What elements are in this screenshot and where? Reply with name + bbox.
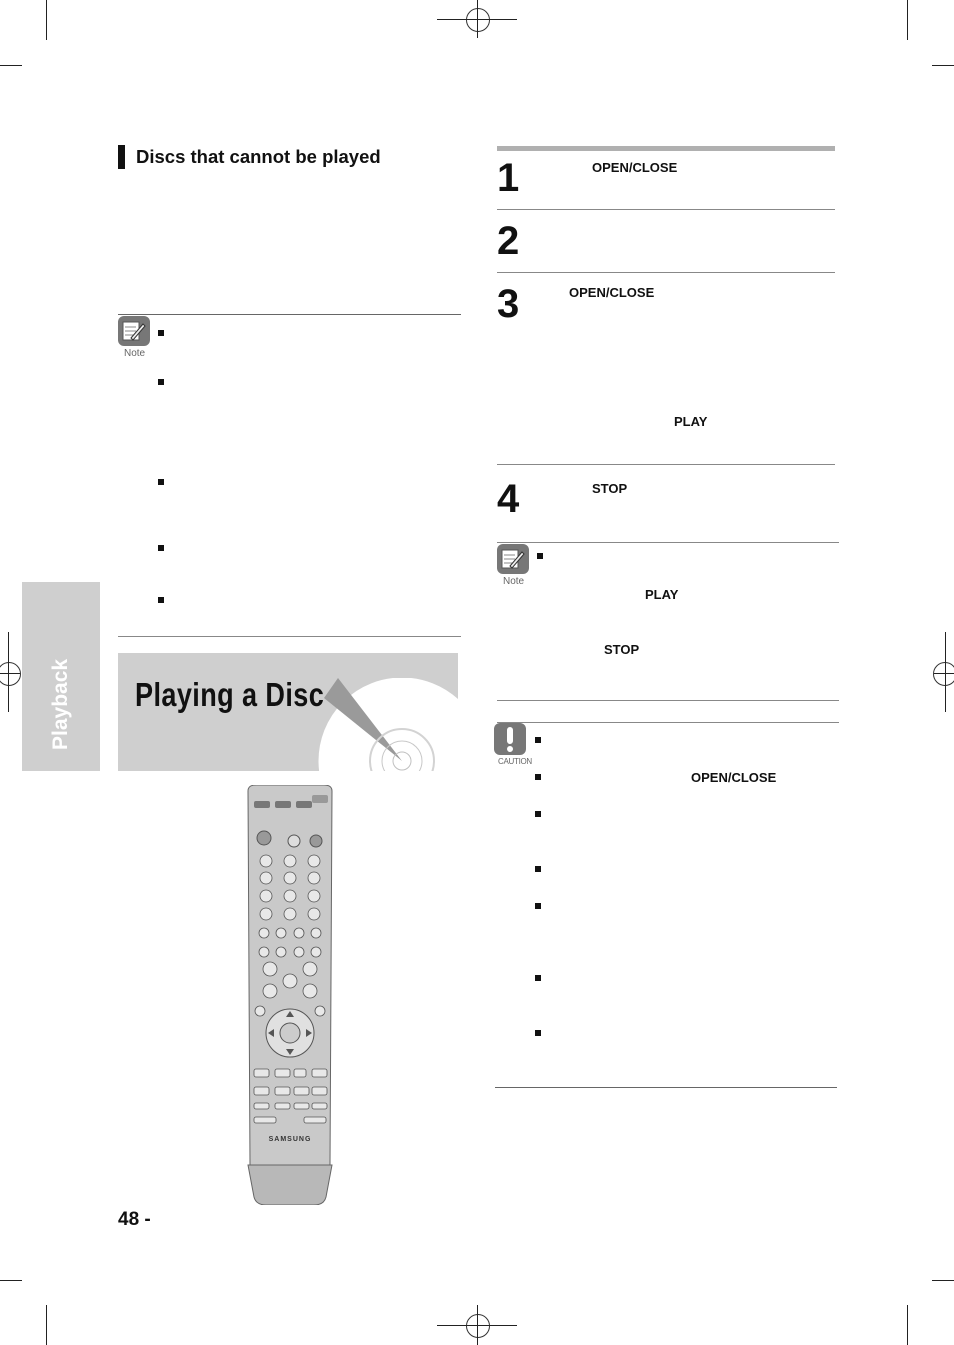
bullet <box>537 553 543 559</box>
registration-mark <box>466 1314 490 1338</box>
bullet <box>158 545 164 551</box>
note-icon <box>118 316 150 346</box>
note-icon <box>497 544 529 574</box>
remote-brand: SAMSUNG <box>268 1136 312 1143</box>
chapter-tab-label: Playback <box>49 658 72 750</box>
bullet <box>535 866 541 872</box>
crop-mark <box>932 1280 954 1281</box>
crop-mark <box>0 673 20 674</box>
chapter-tab <box>22 582 100 771</box>
step-number: 1 <box>497 156 520 200</box>
crop-mark <box>46 1305 47 1345</box>
key-open-close: OPEN/CLOSE <box>691 770 777 785</box>
divider <box>497 464 835 465</box>
divider <box>497 209 835 210</box>
divider <box>497 700 839 701</box>
crop-mark <box>907 0 908 40</box>
bullet <box>535 975 541 981</box>
bullet <box>158 479 164 485</box>
crop-mark <box>8 632 9 712</box>
divider <box>495 1087 837 1088</box>
crop-mark <box>477 0 478 38</box>
divider <box>497 722 839 723</box>
bullet <box>158 330 164 336</box>
caution-label: CAUTION <box>498 757 532 766</box>
step-number: 4 <box>497 477 520 521</box>
step-number: 3 <box>497 282 520 326</box>
divider <box>118 314 461 315</box>
crop-mark <box>907 1305 908 1345</box>
crop-mark <box>0 1280 22 1281</box>
remote-control-illustration <box>244 785 336 1205</box>
divider <box>497 272 835 273</box>
bullet <box>535 903 541 909</box>
key-open-close: OPEN/CLOSE <box>569 285 655 300</box>
divider <box>118 636 461 637</box>
steps-top-rule <box>497 146 835 151</box>
disc-icon <box>316 678 458 771</box>
crop-mark <box>477 1305 478 1345</box>
key-open-close: OPEN/CLOSE <box>592 160 678 175</box>
bullet <box>535 811 541 817</box>
section-heading-text: Discs that cannot be played <box>136 146 381 167</box>
banner-title: Playing a Disc <box>135 676 325 713</box>
crop-mark <box>932 65 954 66</box>
crop-mark <box>945 632 946 712</box>
registration-mark <box>933 662 954 686</box>
key-stop: STOP <box>604 642 640 657</box>
caution-icon <box>494 723 526 755</box>
registration-mark <box>466 8 490 32</box>
registration-mark <box>0 662 21 686</box>
page-number: 48 - <box>118 1209 151 1230</box>
key-play: PLAY <box>645 587 679 602</box>
heading-bar <box>118 145 125 169</box>
bullet <box>158 597 164 603</box>
note-label: Note <box>124 348 146 359</box>
crop-mark <box>934 673 954 674</box>
key-play: PLAY <box>674 414 708 429</box>
crop-mark <box>46 0 47 40</box>
bullet <box>535 774 541 780</box>
note-label: Note <box>503 576 525 587</box>
bullet <box>158 379 164 385</box>
key-stop: STOP <box>592 481 628 496</box>
chapter-banner <box>118 653 458 771</box>
step-number: 2 <box>497 219 520 263</box>
bullet <box>535 737 541 743</box>
bullet <box>535 1030 541 1036</box>
divider <box>497 542 839 543</box>
crop-mark <box>0 65 22 66</box>
